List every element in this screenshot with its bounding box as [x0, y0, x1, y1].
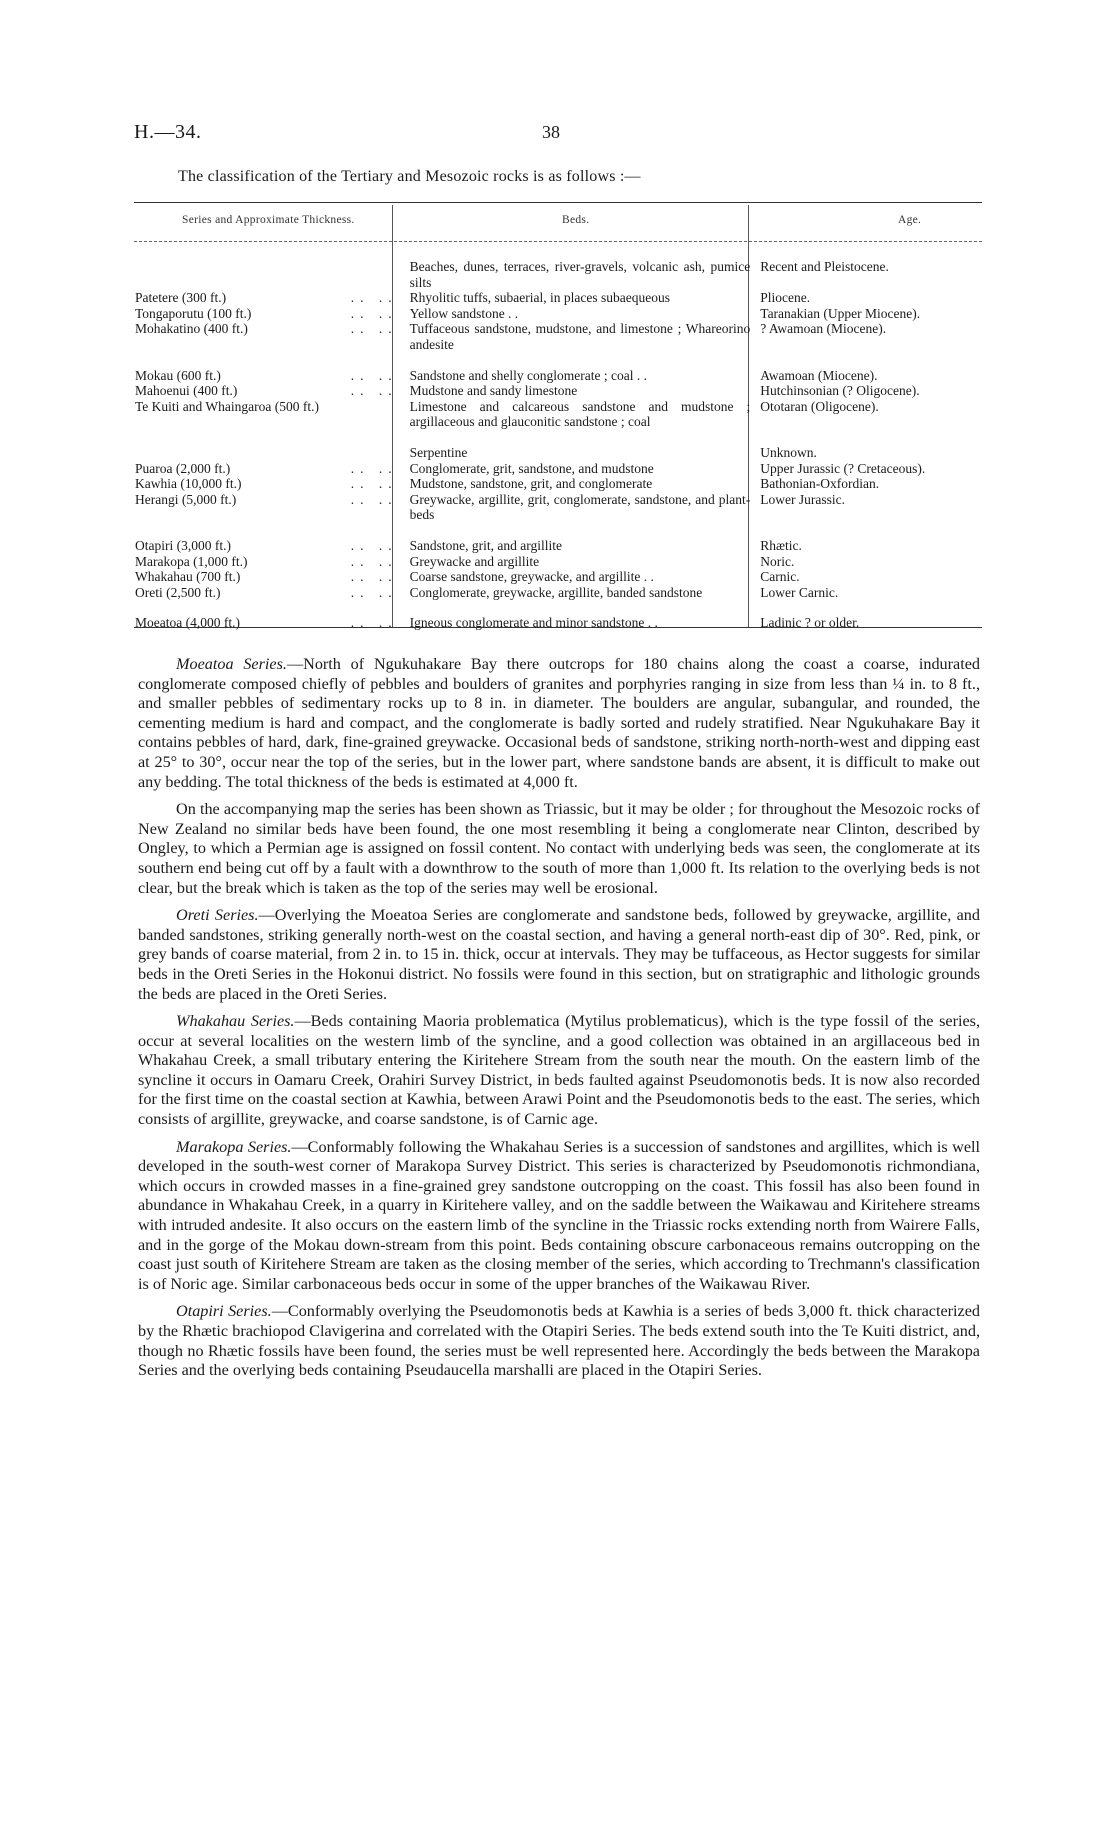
leader-dots: .. ..: [350, 553, 398, 569]
series-cell: [134, 615, 402, 631]
series-name: Mokau (600 ft.): [135, 367, 221, 383]
table-bottom-rule: [134, 627, 982, 628]
series-name: Oreti (2,500 ft.): [135, 584, 221, 600]
series-cell: [134, 321, 402, 352]
paragraph-text: —Conformably following the Whakahau Series is a succession of sandstones and argillites, which is well developed in the south-west corner of Marakopa Survey District. This series is characterized by Pseudomonotis richmondiana, which occurs in crowded masses in a fine-grained grey sandstone outcropping on the coast. This fossil has also been found in abundance in Whakahau Creek, in a quarry in Kiritehere valley, and on the saddle between the Waikawau and Kiritehere streams with intruded andesite. It also occurs on the eastern limb of the syncline in the Triassic rocks extending north from Wairere Falls, and in the gorge of the Mokau down-stream from this point. Beds containing obscure carbonaceous remains outcropping on the coast just south of Kiritehere Stream are taken as the closing member of the series, which according to Trechmann's classification is of Noric age. Similar carbonaceous beds occur in some of the upper branches of the Waikawau River.: [138, 1137, 981, 1293]
series-cell: [134, 585, 402, 601]
leader-dots: .. ..: [350, 584, 398, 600]
series-name: Mahoenui (400 ft.): [135, 383, 238, 399]
paragraph-text: On the accompanying map the series has been shown as Triassic, but it may be older ; for throughout the Mesozoic rocks of New Zealand no similar beds have been found, the one most resembling it being a conglomerate near Clinton, described by Ongley, to which a Permian age is assigned on fossil content. No contact with underlying beds was seen, the conglomerate at its southern end being cut off by a fault with a downthrow to the south of more than 1,000 ft. Its relation to the overlying beds is not clear, but the break which is taken as the top of the series may well be erosional.: [138, 800, 980, 897]
beds-text: Mudstone and sandy limestone: [409, 383, 578, 399]
beds-cell: [402, 538, 751, 554]
beds-cell: [402, 445, 751, 461]
table-body: [134, 259, 982, 631]
beds-cell: [402, 615, 751, 631]
series-cell: [134, 569, 402, 585]
series-heading: Marakopa Series.: [176, 1137, 292, 1156]
series-cell: [134, 368, 402, 384]
age-cell: ? Awamoan (Miocene).: [760, 321, 887, 337]
row-spacer: [134, 430, 982, 445]
leader-dots: .. ..: [350, 321, 398, 337]
beds-text: Igneous conglomerate and minor sandstone . .: [409, 615, 658, 631]
beds-text: Rhyolitic tuffs, subaerial, in places subaequeous: [409, 290, 670, 306]
series-heading: Oreti Series.: [176, 906, 259, 925]
table-row: [134, 259, 982, 290]
paragraph: [138, 1302, 980, 1380]
table-intro: The classification of the Tertiary and Mesozoic rocks is as follows :—: [178, 168, 641, 185]
document-reference: H.—34.: [134, 121, 202, 143]
leader-dots: .. ..: [350, 290, 398, 306]
table-row: [134, 569, 982, 585]
beds-text: Coarse sandstone, greywacke, and argillite . .: [409, 569, 654, 585]
beds-text: Beaches, dunes, terraces, river-gravels, volcanic ash, pumice silts: [409, 259, 751, 290]
beds-text: Conglomerate, greywacke, argillite, banded sandstone: [409, 584, 703, 600]
table-row: [134, 306, 982, 322]
series-name: Tongaporutu (100 ft.): [135, 305, 252, 321]
series-cell: [134, 461, 402, 477]
beds-cell: [402, 290, 751, 306]
table-row: [134, 615, 982, 631]
paragraph: [138, 906, 980, 1004]
column-header-series: Series and Approximate Thickness.: [182, 214, 355, 226]
paragraph: [138, 1138, 980, 1295]
age-cell: Pliocene.: [760, 290, 811, 306]
leader-dots: .. ..: [350, 615, 398, 631]
table-top-rule: [134, 202, 982, 203]
table-row: [134, 445, 982, 461]
series-cell: [134, 259, 402, 290]
series-name: Puaroa (2,000 ft.): [135, 460, 231, 476]
paragraph: [138, 655, 980, 792]
table-row: [134, 383, 982, 399]
beds-cell: [402, 321, 751, 352]
beds-cell: [402, 383, 751, 399]
series-heading: Moeatoa Series.: [176, 655, 287, 673]
beds-text: Limestone and calcareous sandstone and mudstone ; argillaceous and glauconitic sandstone ; coal: [409, 398, 751, 430]
series-name: Marakopa (1,000 ft.): [135, 553, 248, 569]
table-row: [134, 399, 982, 430]
series-name: Mohakatino (400 ft.): [135, 321, 248, 337]
beds-cell: [402, 492, 751, 523]
series-cell: [134, 476, 402, 492]
paragraph-text: —North of Ngukuhakare Bay there outcrops for 180 chains along the coast a coarse, indurated conglomerate composed chiefly of pebbles and boulders of granites and porphyries ranging in size from less than ¼ in. to 8 ft., and smaller pebbles of sedimentary rocks up to 8 in. in diameter. The boulders are angular, subangular, and rounded, the cementing medium is hard and compact, and the conglomerate is badly sorted and rudely stratified. Near Ngukuhakare Bay it contains pebbles of hard, dark, fine-grained greywacke. Occasional beds of sandstone, striking north-north-west and dipping east at 25° to 30°, occur near the top of the series, but in the lower part, where sandstone bands are absent, it is difficult to make out any bedding. The total thickness of the beds is estimated at 4,000 ft.: [138, 655, 980, 791]
series-heading: Whakahau Series.: [176, 1012, 295, 1031]
column-header-beds: Beds.: [562, 214, 590, 226]
series-name: Whakahau (700 ft.): [135, 569, 241, 585]
beds-cell: [402, 399, 751, 430]
beds-text: Greywacke, argillite, grit, conglomerate, sandstone, and plant-beds: [409, 491, 751, 523]
page-number: 38: [542, 122, 560, 142]
series-name: Herangi (5,000 ft.): [135, 491, 237, 507]
paragraph: [138, 800, 980, 898]
beds-cell: [402, 461, 751, 477]
series-name: Kawhia (10,000 ft.): [135, 476, 242, 492]
series-name: Te Kuiti and Whaingaroa (500 ft.): [135, 398, 319, 414]
row-spacer: [134, 353, 982, 368]
column-header-age: Age.: [898, 214, 922, 226]
series-cell: [134, 290, 402, 306]
beds-text: Conglomerate, grit, sandstone, and mudstone: [409, 460, 654, 476]
age-cell: Lower Jurassic.: [760, 491, 845, 507]
beds-cell: [402, 585, 751, 601]
beds-cell: [402, 306, 751, 322]
beds-text: Tuffaceous sandstone, mudstone, and limestone ; Whareorino andesite: [409, 321, 751, 352]
beds-text: Mudstone, sandstone, grit, and conglomerate: [409, 476, 653, 492]
age-cell: Taranakian (Upper Miocene).: [760, 305, 921, 321]
paragraph: [138, 1012, 980, 1130]
table-row: [134, 290, 982, 306]
series-cell: [134, 445, 402, 461]
series-name: Moeatoa (4,000 ft.): [135, 615, 240, 631]
beds-cell: [402, 368, 751, 384]
series-name: Patetere (300 ft.): [135, 290, 227, 306]
series-name: Otapiri (3,000 ft.): [135, 537, 231, 553]
body-text: [138, 655, 980, 1389]
beds-text: Yellow sandstone . .: [409, 305, 519, 321]
series-cell: [134, 399, 402, 430]
table-row: [134, 554, 982, 570]
age-cell: Bathonian-Oxfordian.: [760, 476, 880, 492]
age-cell: Ototaran (Oligocene).: [760, 398, 879, 414]
leader-dots: .. ..: [350, 491, 398, 507]
series-cell: [134, 538, 402, 554]
table-row: [134, 585, 982, 601]
row-spacer: [134, 523, 982, 538]
age-cell: Awamoan (Miocene).: [760, 367, 878, 383]
age-cell: Noric.: [760, 553, 795, 569]
leader-dots: .. ..: [350, 305, 398, 321]
age-cell: Carnic.: [760, 569, 800, 585]
paragraph-text: —Overlying the Moeatoa Series are conglomerate and sandstone beds, followed by greywacke, argillite, and banded sandstones, striking generally north-west on the coastal section, and having a general north-east dip of 30°. Red, pink, or grey bands of coarse material, from 2 in. to 15 in. thick, occur at intervals. They may be tuffaceous, as Hector suggests for similar beds in the Oreti Series in the Hokonui district. No fossils were found in this section, but on stratigraphic and lithologic grounds the beds are placed in the Oreti Series.: [138, 906, 980, 1003]
leader-dots: .. ..: [350, 367, 398, 383]
age-cell: Hutchinsonian (? Oligocene).: [760, 383, 920, 399]
beds-text: Greywacke and argillite: [409, 553, 540, 569]
table-row: [134, 476, 982, 492]
row-spacer: [134, 600, 982, 615]
beds-text: Sandstone, grit, and argillite: [409, 537, 563, 553]
leader-dots: .. ..: [350, 383, 398, 399]
series-name: [135, 445, 402, 461]
beds-text: Serpentine: [409, 444, 468, 460]
paragraph-text: —Beds containing Maoria problematica (Mytilus problematicus), which is the type fossil of the series, occur at several localities on the western limb of the syncline, and a good collection was obtained in an argillaceous bed in Whakahau Creek, a small tributary entering the Kiritehere Stream from the south near the mouth. On the eastern limb of the syncline it occurs in Oamaru Creek, Orahiri Survey District, in beds faulted against Pseudomonotis beds. It is now also recorded for the first time on the coastal section at Kawhia, between Arawi Point and the Pseudomonotis beds to the east. The series, which consists of argillite, greywacke, and coarse sandstone, is of Carnic age.: [138, 1012, 981, 1129]
table-row: [134, 461, 982, 477]
beds-cell: [402, 569, 751, 585]
beds-cell: [402, 554, 751, 570]
beds-cell: [402, 476, 751, 492]
age-cell: Lower Carnic.: [760, 584, 839, 600]
leader-dots: .. ..: [350, 537, 398, 553]
age-cell: Rhætic.: [760, 537, 802, 553]
table-row: [134, 321, 982, 352]
age-cell: Upper Jurassic (? Cretaceous).: [760, 460, 926, 476]
header-rule: [134, 241, 982, 242]
series-cell: [134, 492, 402, 523]
leader-dots: .. ..: [350, 569, 398, 585]
age-cell: Ladinic ? or older.: [760, 615, 860, 631]
leader-dots: .. ..: [350, 460, 398, 476]
beds-text: Sandstone and shelly conglomerate ; coal . .: [409, 367, 647, 383]
series-cell: [134, 383, 402, 399]
leader-dots: .. ..: [350, 476, 398, 492]
age-cell: Recent and Pleistocene.: [760, 259, 889, 274]
beds-cell: [402, 259, 751, 290]
series-cell: [134, 554, 402, 570]
paragraph-text: —Conformably overlying the Pseudomonotis beds at Kawhia is a series of beds 3,000 ft. thick characterized by the Rhætic brachiopod Clavigerina and correlated with the Otapiri Series. The beds extend south into the Te Kuiti district, and, though no Rhætic fossils have been found, the series must be well represented here. Accordingly the beds between the Marakopa Series and the overlying beds containing Pseudaucella marshalli are placed in the Otapiri Series.: [138, 1302, 980, 1380]
age-cell: Unknown.: [760, 444, 817, 460]
table-row: [134, 368, 982, 384]
series-heading: Otapiri Series.: [176, 1302, 272, 1321]
series-cell: [134, 306, 402, 322]
series-name: [135, 259, 402, 290]
table-row: [134, 492, 982, 523]
table-row: [134, 538, 982, 554]
